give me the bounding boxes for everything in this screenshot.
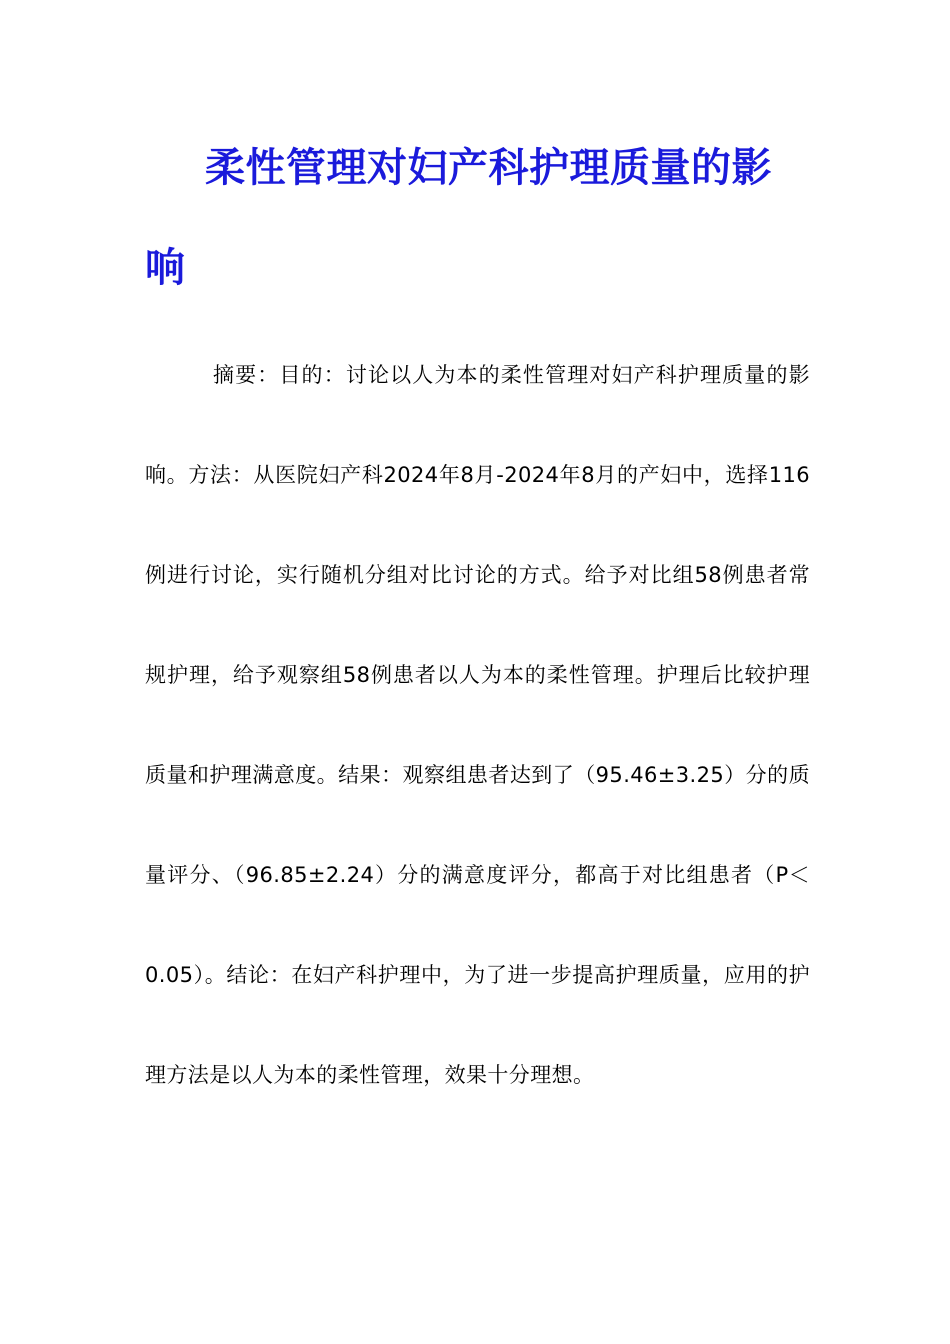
document-title: 柔性管理对妇产科护理质量的影响 [145,144,772,291]
abstract-paragraph: 摘要：目的：讨论以人为本的柔性管理对妇产科护理质量的影响。方法：从医院妇产科2024年8月-2024年8月的产妇中，选择116例进行讨论，实行随机分组对比讨论的方式。给予对比组58例患者常规护理，给予观察组58例患者以人为本的柔性管理。护理后比较护理质量和护理满意度。结果：观察组患者达到了（95.46±3.25）分的质量评分、（96.85±2.24）分的满意度评分，都高于对比组患者（P＜0.05）。结论：在妇产科护理中，为了进一步提高护理质量，应用的护理方法是以人为本的柔性管理，效果十分理想。 [145,363,810,1087]
